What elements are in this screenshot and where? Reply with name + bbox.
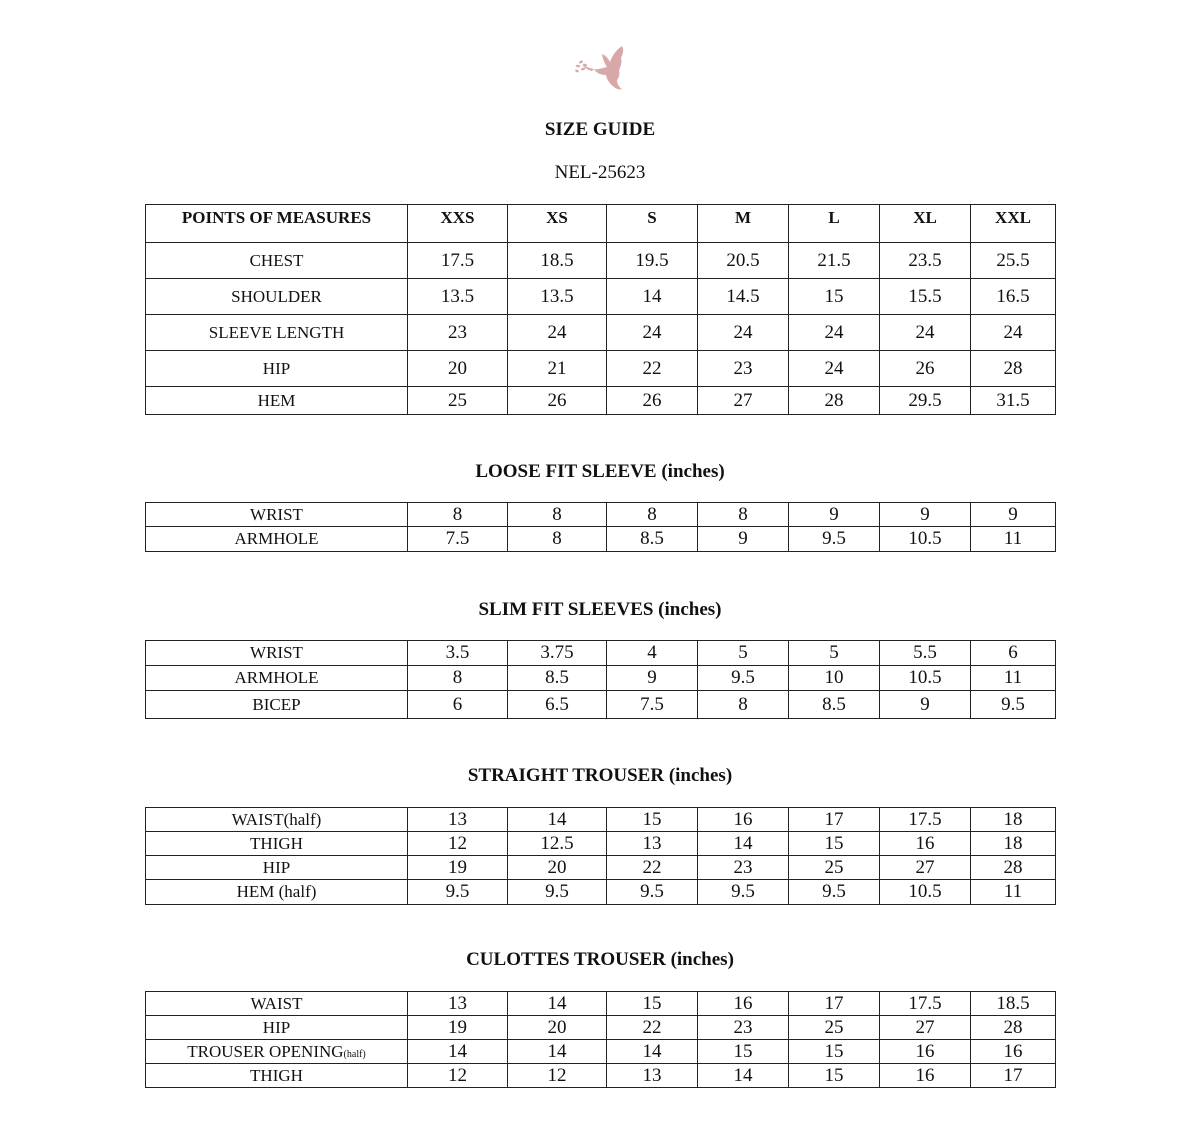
table-row [146, 387, 1056, 415]
table-cell: 24 [971, 315, 1056, 351]
table-cell: 28 [971, 1016, 1056, 1040]
table-cell: 19.5 [607, 243, 698, 279]
row-label: HEM (half) [146, 880, 408, 905]
table-cell: 28 [971, 351, 1056, 387]
table-cell: 9.5 [607, 880, 698, 905]
table-cell: 24 [508, 315, 607, 351]
table-cell: 13 [408, 808, 508, 832]
table-cell: 24 [789, 315, 880, 351]
table-row [146, 992, 1056, 1016]
table-cell: 6.5 [508, 691, 607, 719]
table-cell: 15 [789, 1064, 880, 1088]
table-cell: 8 [698, 691, 789, 719]
table-cell: 16 [698, 992, 789, 1016]
table-row [146, 832, 1056, 856]
table-cell: 29.5 [880, 387, 971, 415]
section-title-slim-fit-sleeves: SLIM FIT SLEEVES (inches) [478, 599, 722, 620]
table-cell: 20.5 [698, 243, 789, 279]
table-cell: 10 [789, 666, 880, 691]
table-cell: 9.5 [698, 880, 789, 905]
table-cell: 20 [508, 1016, 607, 1040]
header-cell: S [607, 205, 698, 243]
row-label: HIP [146, 856, 408, 880]
table-cell: 7.5 [607, 691, 698, 719]
table-cell: 6 [408, 691, 508, 719]
section-title-straight-trouser: STRAIGHT TROUSER (inches) [467, 765, 733, 786]
table-cell: 15 [607, 992, 698, 1016]
table-cell: 10.5 [880, 527, 971, 552]
section-title-culottes-trouser: CULOTTES TROUSER (inches) [466, 949, 734, 970]
table-cell: 14 [607, 1040, 698, 1064]
table-cell: 24 [698, 315, 789, 351]
table-row [146, 1040, 1056, 1064]
table-cell: 18.5 [971, 992, 1056, 1016]
table-cell: 24 [789, 351, 880, 387]
table-cell: 27 [698, 387, 789, 415]
table-cell: 25 [408, 387, 508, 415]
table-cell: 18.5 [508, 243, 607, 279]
table-cell: 24 [880, 315, 971, 351]
row-label: THIGH [146, 1064, 408, 1088]
table-cell: 10.5 [880, 880, 971, 905]
table-cell: 16 [880, 1040, 971, 1064]
table-row [146, 880, 1056, 905]
table-row [146, 243, 1056, 279]
table-row [146, 315, 1056, 351]
table-cell: 15.5 [880, 279, 971, 315]
table-cell: 16 [971, 1040, 1056, 1064]
table-cell: 9 [971, 503, 1056, 527]
table-cell: 4 [607, 641, 698, 666]
table-cell: 8 [408, 503, 508, 527]
table-cell: 3.75 [508, 641, 607, 666]
table-cell: 13 [607, 1064, 698, 1088]
header-cell: XS [508, 205, 607, 243]
table-cell: 24 [607, 315, 698, 351]
table-cell: 8 [408, 666, 508, 691]
table-cell: 9 [789, 503, 880, 527]
table-cell: 14 [607, 279, 698, 315]
table-cell: 13 [607, 832, 698, 856]
row-label-text: TROUSER OPENING [187, 1041, 344, 1061]
row-label: HIP [146, 351, 408, 387]
table-cell: 8.5 [607, 527, 698, 552]
header-cell: XL [880, 205, 971, 243]
table-cell: 9.5 [971, 691, 1056, 719]
table-cell: 14 [698, 832, 789, 856]
table-cell: 25 [789, 856, 880, 880]
row-label-suffix: (half) [343, 1048, 366, 1060]
table-cell: 23 [698, 351, 789, 387]
header-cell: M [698, 205, 789, 243]
table-cell: 27 [880, 856, 971, 880]
table-cell: 18 [971, 832, 1056, 856]
table-cell: 28 [971, 856, 1056, 880]
table-cell: 9.5 [789, 880, 880, 905]
table-cell: 13.5 [508, 279, 607, 315]
row-label: SHOULDER [146, 279, 408, 315]
table-cell: 22 [607, 856, 698, 880]
table-cell: 5.5 [880, 641, 971, 666]
table-cell: 12 [408, 832, 508, 856]
table-row [146, 856, 1056, 880]
table-cell: 9 [698, 527, 789, 552]
table-cell: 8 [508, 503, 607, 527]
table-cell: 21.5 [789, 243, 880, 279]
table-row [146, 691, 1056, 719]
table-cell: 8 [508, 527, 607, 552]
table-cell: 16 [698, 808, 789, 832]
table-cell: 14.5 [698, 279, 789, 315]
table-cell: 15 [789, 832, 880, 856]
table-row [146, 641, 1056, 666]
row-label: WAIST [146, 992, 408, 1016]
row-label: WRIST [146, 641, 408, 666]
table-cell: 3.5 [408, 641, 508, 666]
row-label: WAIST(half) [146, 808, 408, 832]
table-row [146, 351, 1056, 387]
header-cell: POINTS OF MEASURES [146, 205, 408, 243]
table-cell: 22 [607, 351, 698, 387]
table-cell: 23.5 [880, 243, 971, 279]
table-cell: 20 [408, 351, 508, 387]
table-cell: 17 [789, 992, 880, 1016]
loose-fit-sleeve-table [145, 502, 1056, 552]
table-cell: 7.5 [408, 527, 508, 552]
row-label: HIP [146, 1016, 408, 1040]
culottes-trouser-table [145, 991, 1056, 1088]
table-cell: 14 [508, 1040, 607, 1064]
page-title: SIZE GUIDE [544, 119, 656, 140]
table-cell: 9.5 [789, 527, 880, 552]
table-cell: 14 [508, 992, 607, 1016]
row-label: CHEST [146, 243, 408, 279]
table-cell: 13 [408, 992, 508, 1016]
table-cell: 12.5 [508, 832, 607, 856]
table-cell: 23 [408, 315, 508, 351]
row-label: HEM [146, 387, 408, 415]
table-cell: 15 [607, 808, 698, 832]
table-cell: 17 [789, 808, 880, 832]
table-cell: 20 [508, 856, 607, 880]
header-cell: XXL [971, 205, 1056, 243]
size-table [145, 204, 1056, 415]
table-cell: 25.5 [971, 243, 1056, 279]
table-cell: 26 [508, 387, 607, 415]
header-cell: XXS [408, 205, 508, 243]
straight-trouser-table [145, 807, 1056, 905]
table-cell: 8.5 [789, 691, 880, 719]
table-cell: 15 [789, 1040, 880, 1064]
row-label: ARMHOLE [146, 666, 408, 691]
row-label: THIGH [146, 832, 408, 856]
dove-logo-icon [572, 44, 628, 94]
table-cell: 22 [607, 1016, 698, 1040]
slim-fit-sleeves-table [145, 640, 1056, 719]
table-cell: 5 [698, 641, 789, 666]
table-row [146, 279, 1056, 315]
table-header-row [146, 205, 1056, 243]
table-cell: 14 [508, 808, 607, 832]
table-cell: 26 [607, 387, 698, 415]
table-cell: 23 [698, 856, 789, 880]
table-cell: 25 [789, 1016, 880, 1040]
table-cell: 9 [880, 503, 971, 527]
table-row [146, 1016, 1056, 1040]
product-code: NEL-25623 [554, 162, 646, 183]
table-cell: 15 [789, 279, 880, 315]
row-label: SLEEVE LENGTH [146, 315, 408, 351]
table-cell: 26 [880, 351, 971, 387]
table-cell: 11 [971, 527, 1056, 552]
table-cell: 11 [971, 880, 1056, 905]
table-cell: 13.5 [408, 279, 508, 315]
table-cell: 9.5 [408, 880, 508, 905]
table-row [146, 527, 1056, 552]
table-cell: 16 [880, 1064, 971, 1088]
table-cell: 16.5 [971, 279, 1056, 315]
table-cell: 8.5 [508, 666, 607, 691]
table-cell: 16 [880, 832, 971, 856]
table-cell: 8 [607, 503, 698, 527]
section-title-loose-fit-sleeve: LOOSE FIT SLEEVE (inches) [475, 461, 725, 482]
table-row [146, 1064, 1056, 1088]
row-label: ARMHOLE [146, 527, 408, 552]
row-label: BICEP [146, 691, 408, 719]
table-cell: 9 [880, 691, 971, 719]
table-cell: 23 [698, 1016, 789, 1040]
table-cell: 31.5 [971, 387, 1056, 415]
table-cell: 6 [971, 641, 1056, 666]
table-cell: 18 [971, 808, 1056, 832]
table-cell: 17.5 [408, 243, 508, 279]
table-cell: 9 [607, 666, 698, 691]
table-cell: 17.5 [880, 808, 971, 832]
table-cell: 10.5 [880, 666, 971, 691]
table-cell: 11 [971, 666, 1056, 691]
table-cell: 17.5 [880, 992, 971, 1016]
row-label: WRIST [146, 503, 408, 527]
table-cell: 19 [408, 856, 508, 880]
table-cell: 9.5 [508, 880, 607, 905]
table-cell: 8 [698, 503, 789, 527]
row-label-trouser-opening [146, 1040, 408, 1064]
table-row [146, 666, 1056, 691]
table-cell: 5 [789, 641, 880, 666]
table-cell: 12 [408, 1064, 508, 1088]
table-cell: 21 [508, 351, 607, 387]
table-cell: 14 [408, 1040, 508, 1064]
table-cell: 27 [880, 1016, 971, 1040]
table-row [146, 503, 1056, 527]
table-cell: 15 [698, 1040, 789, 1064]
table-row [146, 808, 1056, 832]
table-cell: 28 [789, 387, 880, 415]
table-cell: 9.5 [698, 666, 789, 691]
header-cell: L [789, 205, 880, 243]
table-cell: 17 [971, 1064, 1056, 1088]
table-cell: 12 [508, 1064, 607, 1088]
table-cell: 19 [408, 1016, 508, 1040]
table-cell: 14 [698, 1064, 789, 1088]
